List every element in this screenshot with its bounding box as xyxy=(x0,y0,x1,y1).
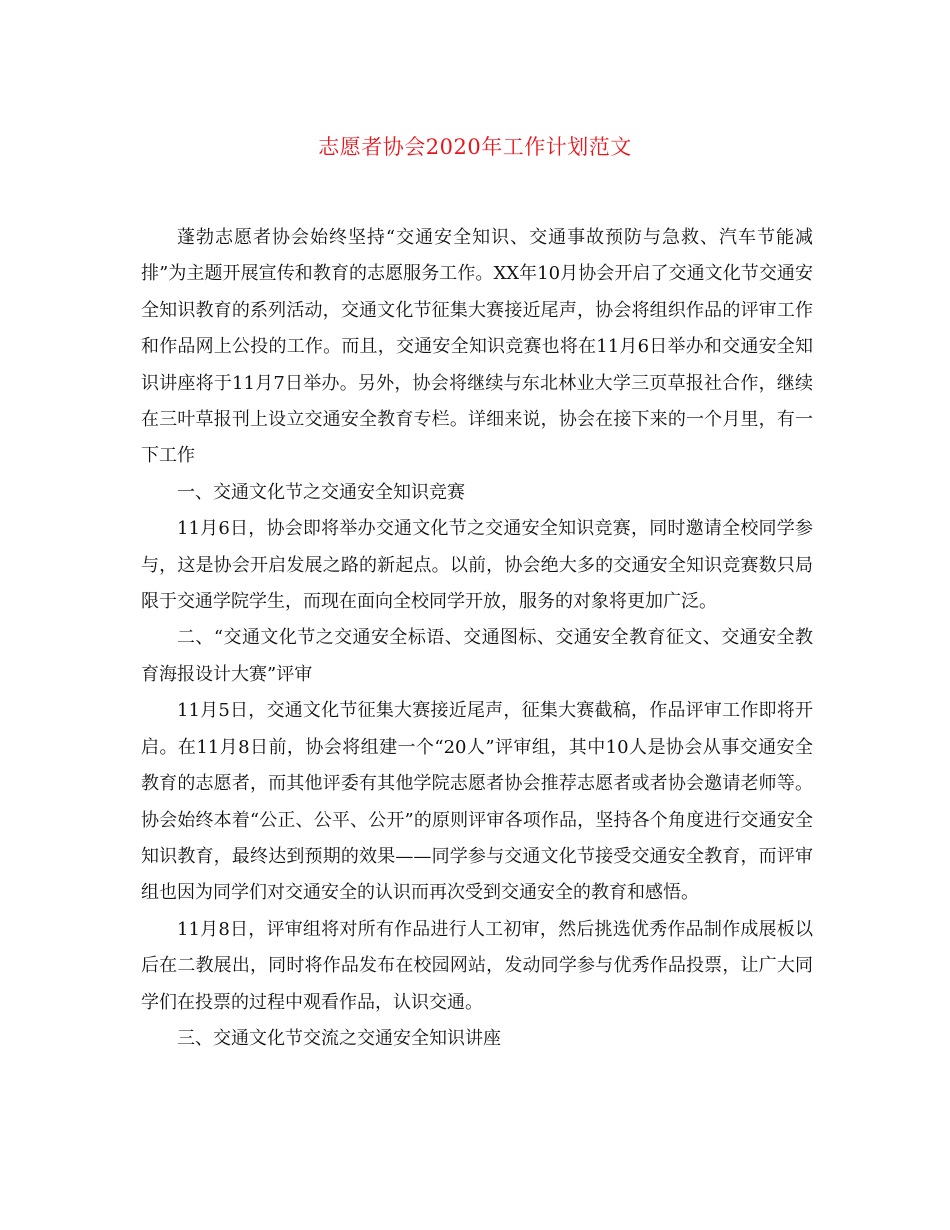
paragraph-intro: 蓬勃志愿者协会始终坚持“交通安全知识、交通事故预防与急救、汽车节能减排”为主题开展宣传和教育的志愿服务工作。XX年10月协会开启了交通文化节交通安全知识教育的系列活动，交通文化节征集大赛接近尾声，协会将组织作品的评审工作和作品网上公投的工作。而且，交通安全知识竞赛也将在11月6日举办和交通安全知识讲座将于11月7日举办。另外，协会将继续与东北林业大学三页草报社合作，继续在三叶草报刊上设立交通安全教育专栏。详细来说，协会在接下来的一个月里，有一下工作 xyxy=(141,227,813,467)
section-heading-3: 三、交通文化节交流之交通安全知识讲座 xyxy=(177,1027,501,1049)
document-body xyxy=(141,220,813,1057)
paragraph-section-2a: 11月5日，交通文化节征集大赛接近尾声，征集大赛截稿，作品评审工作即将开启。在11月8日前，协会将组建一个“20人”评审组，其中10人是协会从事交通安全教育的志愿者，而其他评委有其他学院志愿者协会推荐志愿者或者协会邀请老师等。协会始终本着“公正、公平、公开”的原则评审各项作品，坚持各个角度进行交通安全知识教育，最终达到预期的效果——同学参与交通文化节接受交通安全教育，而评审组也因为同学们对交通安全的认识而再次受到交通安全的教育和感悟。 xyxy=(141,700,813,904)
section-heading-1: 一、交通文化节之交通安全知识竞赛 xyxy=(177,481,465,503)
paragraph-section-1: 11月6日，协会即将举办交通文化节之交通安全知识竞赛，同时邀请全校同学参与，这是协会开启发展之路的新起点。以前，协会绝大多的交通安全知识竞赛数只局限于交通学院学生，而现在面向全校同学开放，服务的对象将更加广泛。 xyxy=(141,518,813,613)
paragraph-section-2b: 11月8日，评审组将对所有作品进行人工初审，然后挑选优秀作品制作成展板以后在二教展出，同时将作品发布在校园网站，发动同学参与优秀作品投票，让广大同学们在投票的过程中观看作品，认识交通。 xyxy=(141,918,813,1013)
document-title: 志愿者协会2020年工作计划范文 xyxy=(318,135,632,159)
section-heading-2: 二、“交通文化节之交通安全标语、交通图标、交通安全教育征文、交通安全教育海报设计大赛”评审 xyxy=(141,627,813,685)
